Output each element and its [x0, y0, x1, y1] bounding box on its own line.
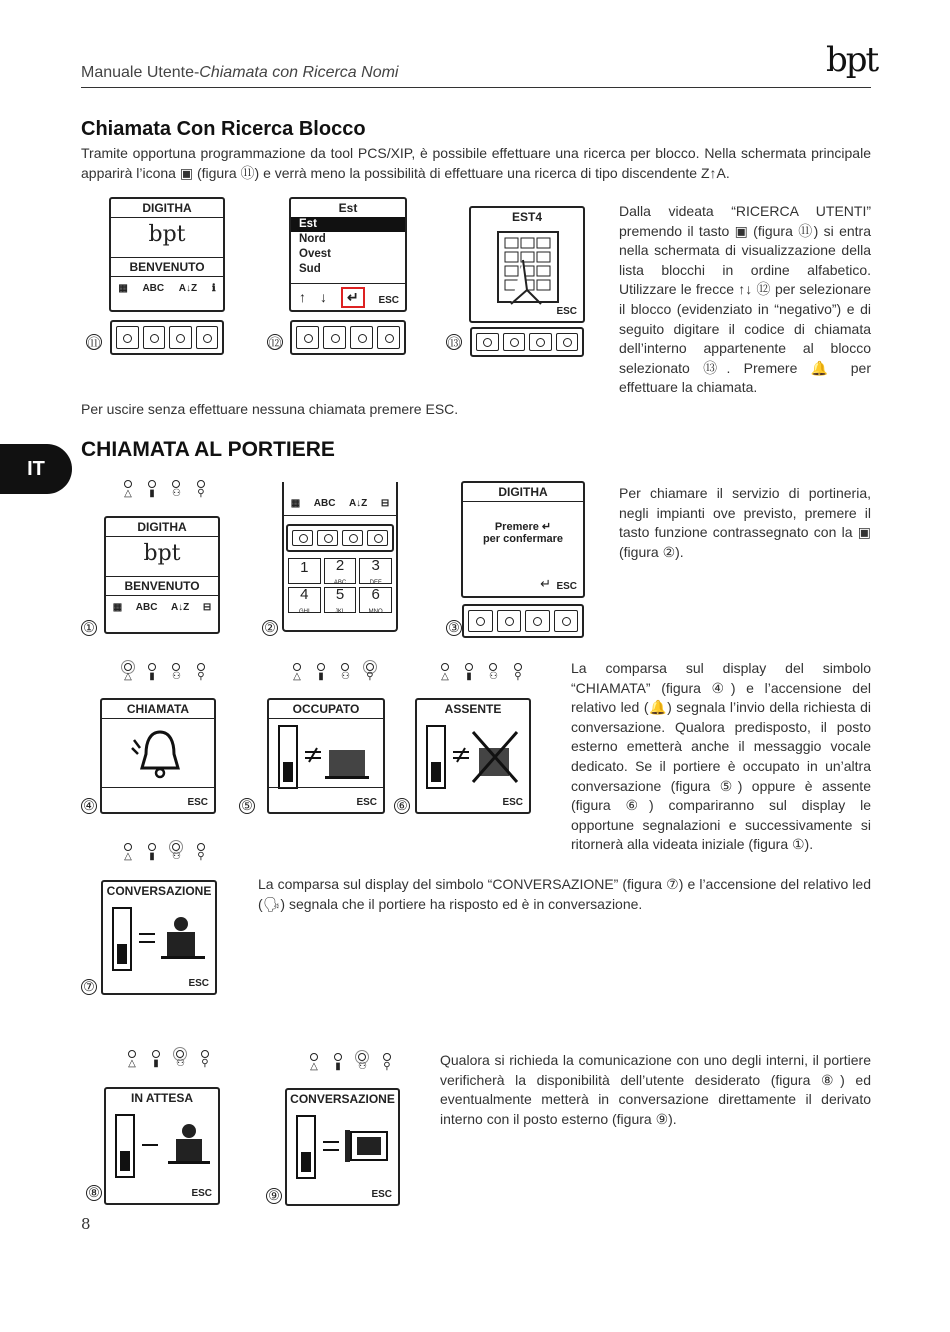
fig9-esc: ESC — [371, 1189, 392, 1200]
fig13-keys — [470, 327, 584, 357]
fig3-esc: ESC — [556, 581, 577, 592]
function-key[interactable] — [503, 333, 526, 351]
arrow-up-icon: ↑ — [299, 289, 306, 305]
fig3-title: DIGITHA — [463, 483, 583, 502]
block-icon: ▦ — [118, 283, 128, 294]
led: △ — [293, 663, 301, 682]
led: ⚲ — [514, 663, 522, 682]
led: ▮ — [334, 1053, 342, 1072]
fig1-leds — [124, 480, 205, 499]
numpad-letters: ABC — [333, 580, 347, 586]
function-key[interactable] — [350, 326, 373, 349]
fig12-item: Nord — [299, 233, 326, 245]
section2-text1: Per chiamare il servizio di portineria, negli impianti ove previsto, premere il tasto funzione contrassegnato con la ▣ (figura ②). — [619, 485, 871, 560]
numpad-key[interactable] — [359, 558, 392, 584]
fig13-display — [469, 206, 585, 323]
function-key[interactable] — [497, 610, 522, 632]
numpad-digit: 6 — [371, 586, 380, 603]
led-lit: ⚇ — [172, 843, 181, 862]
language-tab: IT — [0, 444, 72, 494]
fig8-esc: ESC — [191, 1188, 212, 1199]
led: ⚇ — [172, 663, 181, 682]
keypad-hand-icon — [493, 230, 563, 305]
fig5-esc: ESC — [356, 797, 377, 808]
enter-icon: ↵ — [341, 287, 365, 308]
bpt-logo: bpt — [826, 40, 878, 80]
fig3-keys — [462, 604, 584, 638]
fig6-title: ASSENTE — [444, 702, 502, 716]
fig4-esc: ESC — [187, 797, 208, 808]
fig9-display — [285, 1088, 400, 1206]
led: ▮ — [148, 480, 156, 499]
fig3-display — [461, 481, 585, 598]
numpad-letters: MNO — [368, 609, 383, 615]
fig1-display — [104, 516, 220, 634]
header-title-italic: Chiamata con Ricerca Nomi — [199, 64, 399, 81]
led-lit: △ — [124, 663, 132, 682]
section2-text2: La comparsa sul display del simbolo “CHIAMATA” (figura ④) e l’accensione del relativo led (🔔) segnala l’invio della richiesta di conversazione. Qualora predisposto, il posto esterno emetterà anche il messaggio vocale dedicato. Se il portiere è occupato in un’altra conversazione (figura ⑤) oppure è assente (figura ⑥) compariranno sul display le opportune segnalazioni e successivamente si ritornerà alla videata iniziale (figura ①). — [571, 660, 871, 853]
function-key[interactable] — [529, 333, 552, 351]
function-key[interactable] — [196, 326, 219, 349]
section1-intro: Tramite opportuna programmazione da tool PCS/XIP, è possibile effettuare una ricerca per blocco. Nella schermata principale apparirà l’icona ▣ (figura ⑪) e verrà meno la possibilità di effettuare una ricerca di tipo discendente Z↑A. — [81, 145, 871, 181]
fig12-number: ⑫ — [268, 335, 282, 351]
fig8-leds — [128, 1050, 209, 1069]
fig9-leds — [310, 1053, 391, 1072]
fig2-numpad — [288, 558, 392, 613]
fig11-az: A↓Z — [178, 283, 198, 294]
waiting-icon — [112, 1111, 212, 1181]
fig2-keys — [286, 524, 394, 552]
led: △ — [441, 663, 449, 682]
led: ⚲ — [197, 663, 205, 682]
section2-text4: Qualora si richieda la comunicazione con uno degli interni, il portiere verificherà la disponibilità dell’utente desiderato (figura ⑧) ed eventualmente metterà in conversazione direttamente il derivato interno con il posto esterno (figura ⑨). — [440, 1052, 871, 1127]
fig3-line2: per confermare — [482, 533, 564, 545]
led-lit: ⚇ — [176, 1050, 185, 1069]
fig11-display — [109, 197, 225, 312]
led: ▮ — [148, 663, 156, 682]
conversation-icon — [109, 904, 209, 974]
fig11-subtitle: BENVENUTO — [111, 257, 223, 277]
bell-icon — [130, 726, 190, 782]
fig3-number: ③ — [446, 620, 462, 636]
fig1-az: A↓Z — [170, 602, 190, 613]
numpad-digit: 2 — [335, 557, 345, 574]
fig7-esc: ESC — [188, 978, 209, 989]
fig5-title: OCCUPATO — [269, 700, 383, 719]
fig1-number: ① — [81, 620, 97, 636]
numpad-digit: 4 — [300, 586, 309, 603]
fig13-title: EST4 — [511, 210, 542, 224]
numpad-digit: 1 — [300, 559, 309, 576]
fig4-display — [100, 698, 216, 814]
absent-icon — [423, 722, 523, 792]
info-icon: ℹ — [211, 283, 216, 294]
function-key[interactable] — [169, 326, 192, 349]
numpad-key[interactable] — [288, 558, 321, 584]
function-key[interactable] — [292, 530, 313, 546]
numpad-letters: DEF — [369, 580, 382, 586]
fig2-number: ② — [262, 620, 278, 636]
fig8-title: IN ATTESA — [131, 1091, 193, 1105]
fig1-abc: ABC — [135, 602, 158, 613]
fig11-title: DIGITHA — [111, 199, 223, 218]
fig12-keys — [290, 320, 406, 355]
fig8-display — [104, 1087, 220, 1205]
led: ⚇ — [341, 663, 350, 682]
fig11-abc: ABC — [142, 283, 165, 294]
fig13-number: ⑬ — [447, 335, 461, 351]
function-key[interactable] — [143, 326, 166, 349]
fig2-az: A↓Z — [348, 498, 368, 509]
fig6-number: ⑥ — [394, 798, 410, 814]
fig1-logo: bpt — [143, 541, 181, 566]
fig13-esc: ESC — [556, 306, 577, 317]
fig5-number: ⑤ — [239, 798, 255, 814]
function-key[interactable] — [468, 610, 493, 632]
block-icon: ▦ — [290, 498, 301, 509]
fig4-number: ④ — [81, 798, 97, 814]
function-key[interactable] — [377, 326, 400, 349]
section-heading-portiere: CHIAMATA AL PORTIERE — [81, 438, 335, 461]
running-header — [81, 64, 398, 82]
arrow-down-icon: ↓ — [320, 289, 327, 305]
led: ▮ — [465, 663, 473, 682]
numpad-letters: GHI — [298, 609, 310, 615]
function-key[interactable] — [476, 333, 499, 351]
header-rule — [81, 87, 871, 88]
function-key[interactable] — [323, 326, 346, 349]
led: △ — [124, 480, 132, 499]
function-key[interactable] — [556, 333, 579, 351]
fig12-item: Ovest — [299, 248, 331, 260]
fig1-title: DIGITHA — [106, 518, 218, 537]
fig2-panel — [282, 482, 398, 632]
page-number: 8 — [81, 1215, 91, 1233]
function-key[interactable] — [296, 326, 319, 349]
numpad-letters: JKL — [334, 609, 346, 615]
fig6-leds — [441, 663, 522, 682]
enter-icon: ↵ — [540, 576, 551, 591]
fig7-leds — [124, 843, 205, 862]
numpad-digit: 3 — [371, 557, 380, 574]
fig12-esc: ESC — [378, 295, 399, 306]
intercom-conversation-icon — [293, 1112, 393, 1182]
led: △ — [310, 1053, 318, 1072]
section2-text3: La comparsa sul display del simbolo “CONVERSAZIONE” (figura ⑦) e l’accensione del relativo led (🗣) segnala che il portiere ha risposto ed è in conversazione. — [258, 876, 871, 912]
fig9-number: ⑨ — [266, 1188, 282, 1204]
function-key[interactable] — [342, 530, 363, 546]
led: ⚲ — [197, 480, 205, 499]
led: ⚲ — [197, 843, 205, 862]
fig5-display — [267, 698, 385, 814]
numpad-key[interactable] — [359, 587, 392, 613]
led: ⚲ — [201, 1050, 209, 1069]
led: ⚲ — [383, 1053, 391, 1072]
numpad-key[interactable] — [288, 587, 321, 613]
fig4-leds — [124, 663, 205, 682]
fig12-item-selected: Est — [291, 217, 405, 232]
fig1-subtitle: BENVENUTO — [106, 576, 218, 596]
section1-side-text: Dalla videata “RICERCA UTENTI” premendo il tasto ▣ (figura ⑪) si entra nella schermata di visualizzazione della lista blocchi in ordine alfabetico. Utilizzare le frecce ↑↓ ⑫ per selezionare il blocco (evidenziato in “negativo”) e di seguito digitare il codice di chiamata dell’interno appartenente al blocco selezionato ⑬. Premere 🔔 per effettuare la chiamata. — [619, 203, 871, 396]
led: ▮ — [148, 843, 156, 862]
fig11-logo: bpt — [148, 222, 186, 247]
fig11-number: ⑪ — [87, 335, 101, 351]
fig7-number: ⑦ — [81, 979, 97, 995]
section-heading-ricerca-blocco: Chiamata Con Ricerca Blocco — [81, 118, 366, 140]
led: △ — [128, 1050, 136, 1069]
led: ⚇ — [172, 480, 181, 499]
numpad-key[interactable] — [324, 587, 357, 613]
fig12-display — [289, 197, 407, 312]
fig3-line1: Premere ↵ — [494, 521, 552, 533]
led: ▮ — [317, 663, 325, 682]
concierge-icon: ⊟ — [380, 498, 390, 509]
fig5-leds — [293, 663, 374, 682]
fig8-number: ⑧ — [86, 1185, 102, 1201]
concierge-icon: ⊟ — [202, 602, 212, 613]
fig7-title: CONVERSAZIONE — [106, 884, 212, 898]
fig11-keys — [110, 320, 224, 355]
led: ⚇ — [489, 663, 498, 682]
led: △ — [124, 843, 132, 862]
block-icon: ▦ — [112, 602, 123, 613]
section1-exit-text: Per uscire senza effettuare nessuna chiamata premere ESC. — [81, 401, 459, 417]
numpad-digit: 5 — [335, 586, 345, 603]
fig6-esc: ESC — [502, 797, 523, 808]
fig4-title: CHIAMATA — [102, 700, 214, 719]
function-key[interactable] — [367, 530, 388, 546]
occupied-icon — [275, 722, 375, 792]
numpad-key[interactable] — [324, 558, 357, 584]
led-lit: ⚇ — [358, 1053, 367, 1072]
function-key[interactable] — [116, 326, 139, 349]
header-title-main: Manuale Utente- — [81, 64, 200, 81]
fig12-title: Est — [338, 201, 358, 215]
fig7-display — [101, 880, 217, 995]
fig12-item: Sud — [299, 263, 321, 275]
led: ▮ — [152, 1050, 160, 1069]
function-key[interactable] — [317, 530, 338, 546]
function-key[interactable] — [525, 610, 550, 632]
led-lit: ⚲ — [366, 663, 374, 682]
fig9-title: CONVERSAZIONE — [290, 1092, 395, 1106]
fig6-display — [415, 698, 531, 814]
function-key[interactable] — [554, 610, 579, 632]
fig2-abc: ABC — [313, 498, 336, 509]
